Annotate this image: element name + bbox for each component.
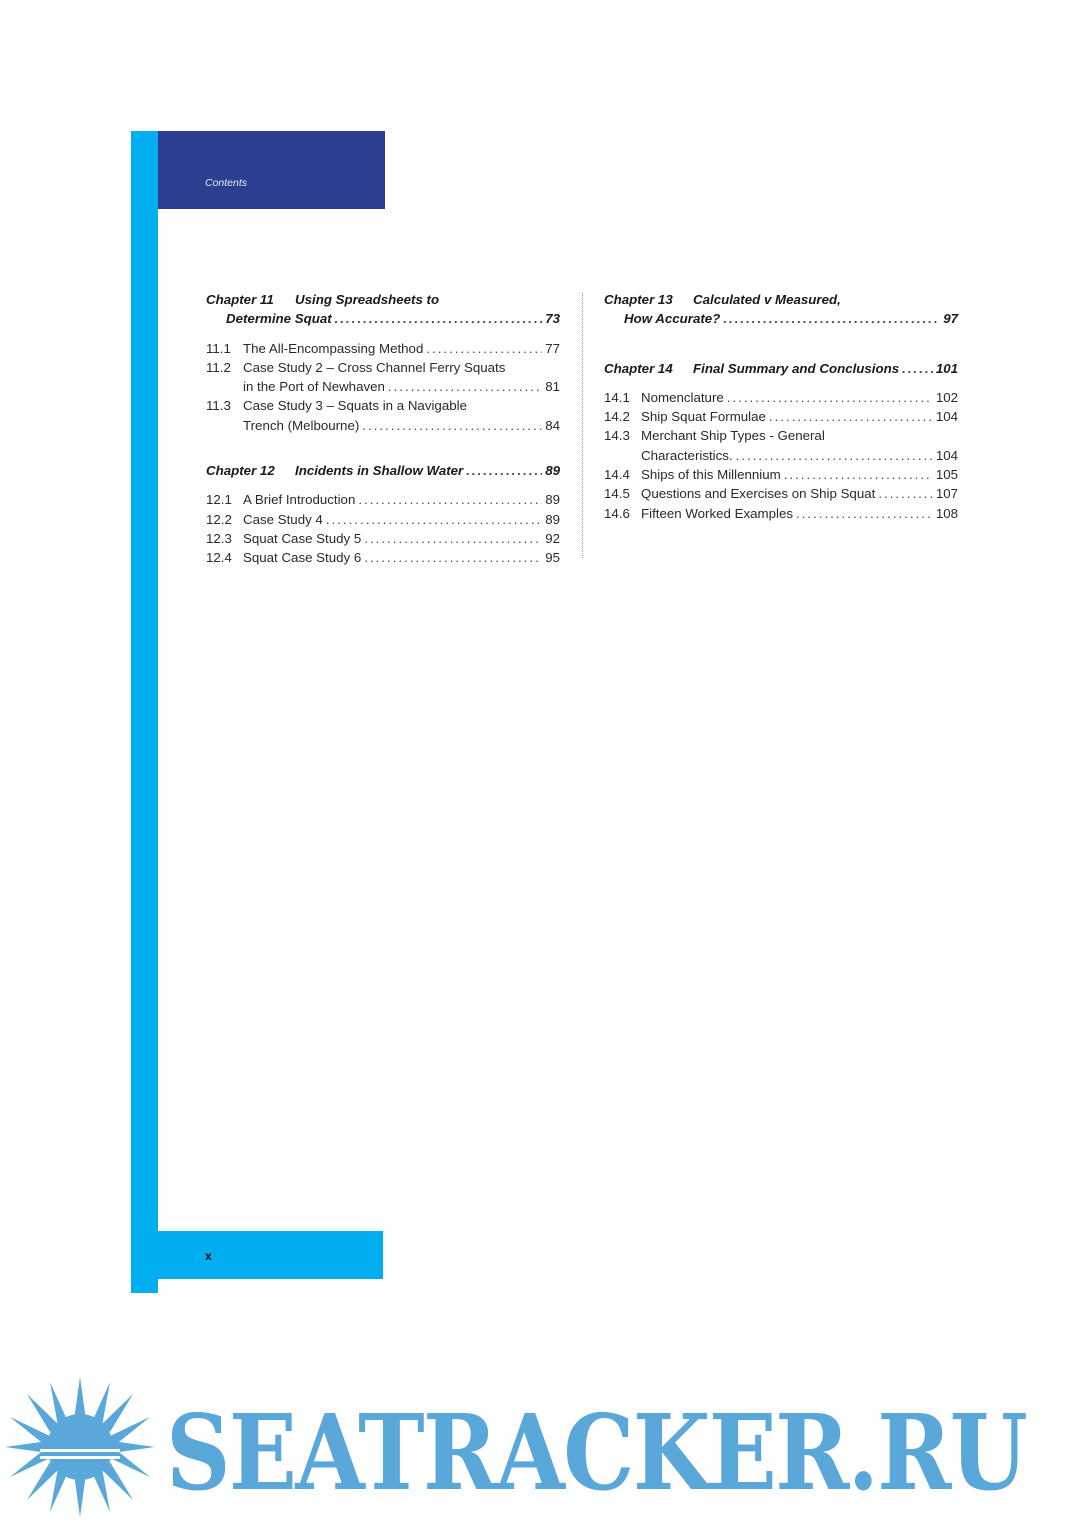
toc-right-column [604, 290, 958, 523]
dot-leader [362, 416, 542, 435]
chapter-12-sections [206, 490, 560, 567]
chapter-14-sections [604, 388, 958, 523]
side-accent-bar [131, 131, 158, 1293]
sun-logo-icon [0, 1372, 160, 1522]
page-number: 107 [935, 486, 958, 502]
dot-leader [335, 309, 543, 328]
section-title: The All-Encompassing Method [243, 340, 424, 356]
section-title: Merchant Ship Types - General [641, 428, 825, 444]
section-number: 14.3 [604, 428, 630, 444]
section-number: 14.2 [604, 409, 630, 425]
dot-leader [364, 548, 542, 567]
section-title: Fifteen Worked Examples [641, 505, 793, 521]
toc-entry-14-5[interactable] [604, 484, 958, 503]
section-title: Case Study 4 [243, 511, 323, 527]
toc-entry-11-2[interactable] [206, 358, 560, 397]
page-number: 84 [545, 417, 560, 433]
page-number: 89 [545, 463, 560, 479]
dot-leader [388, 377, 542, 396]
chapter-number: Chapter 12 [206, 463, 275, 479]
dot-leader [426, 339, 542, 358]
chapter-13-heading[interactable] [604, 290, 958, 329]
page-number-footer: x [205, 1249, 212, 1263]
chapter-number: Chapter 14 [604, 360, 673, 376]
section-title: Questions and Exercises on Ship Squat [641, 486, 876, 502]
toc-left-column [206, 290, 560, 568]
toc-entry-12-4[interactable] [206, 548, 560, 567]
page-number: 89 [545, 492, 560, 508]
section-number: 12.1 [206, 492, 232, 508]
chapter-14-heading[interactable] [604, 359, 958, 378]
running-header: Contents [205, 177, 248, 189]
section-title: A Brief Introduction [243, 492, 356, 508]
chapter-number: Chapter 11 [206, 292, 274, 307]
chapter-title: Using Spreadsheets to [295, 292, 440, 307]
toc-entry-14-1[interactable] [604, 388, 958, 407]
section-title-cont: in the Port of Newhaven [243, 379, 385, 395]
page-number: 104 [935, 409, 958, 425]
dot-leader [902, 359, 933, 378]
page-number: 102 [935, 389, 958, 405]
dot-leader [326, 510, 542, 529]
section-number: 14.1 [604, 389, 630, 405]
section-title: Squat Case Study 6 [243, 550, 362, 566]
section-title: Case Study 2 – Cross Channel Ferry Squats [243, 359, 506, 375]
page-number: 101 [935, 360, 958, 376]
dot-leader [358, 490, 542, 509]
dot-leader [784, 465, 933, 484]
section-title: Ship Squat Formulae [641, 409, 766, 425]
chapter-number: Chapter 13 [604, 292, 673, 307]
dot-leader [466, 461, 542, 480]
page-number: 77 [545, 340, 560, 356]
dot-leader [364, 529, 542, 548]
toc-entry-14-6[interactable] [604, 504, 958, 523]
chapter-11-heading[interactable] [206, 290, 560, 329]
chapter-title: Calculated v Measured, [693, 292, 841, 307]
footer-block [158, 1231, 383, 1279]
section-number: 12.3 [206, 530, 232, 546]
dot-leader [723, 309, 940, 328]
chapter-title-cont: Determine Squat [226, 311, 332, 327]
chapter-title: Incidents in Shallow Water [295, 463, 464, 479]
toc-entry-14-3[interactable] [604, 426, 958, 465]
section-title: Case Study 3 – Squats in a Navigable [243, 398, 467, 414]
dot-leader [727, 388, 933, 407]
page-number: 108 [935, 505, 958, 521]
page-number: 73 [545, 311, 560, 327]
section-number: 12.4 [206, 550, 232, 566]
toc-entry-12-3[interactable] [206, 529, 560, 548]
dot-leader [769, 407, 933, 426]
chapter-title: Final Summary and Conclusions [693, 360, 900, 376]
toc-entry-12-2[interactable] [206, 510, 560, 529]
page-number: 92 [545, 530, 560, 546]
section-number: 14.4 [604, 467, 630, 483]
section-title: Squat Case Study 5 [243, 530, 362, 546]
dot-leader [736, 446, 933, 465]
section-title-cont: Trench (Melbourne) [243, 417, 360, 433]
section-number: 11.2 [206, 359, 231, 375]
section-title: Nomenclature [641, 389, 724, 405]
page-number: 89 [545, 511, 560, 527]
section-number: 14.5 [604, 486, 630, 502]
dot-leader [796, 504, 933, 523]
chapter-title-cont: How Accurate? [624, 311, 721, 327]
watermark [0, 1362, 1080, 1527]
header-block [158, 131, 385, 209]
section-number: 11.3 [206, 398, 231, 414]
section-number: 12.2 [206, 511, 232, 527]
toc-entry-11-1[interactable] [206, 339, 560, 358]
page-number: 104 [935, 447, 958, 463]
toc-entry-12-1[interactable] [206, 490, 560, 509]
page-number: 81 [545, 379, 560, 395]
watermark-text: SEATRACKER.RU [166, 1391, 1027, 1514]
toc-entry-11-3[interactable] [206, 396, 560, 435]
chapter-11-sections [206, 339, 560, 435]
section-title: Ships of this Millennium [641, 467, 781, 483]
page-number: 97 [943, 311, 958, 327]
toc-entry-14-4[interactable] [604, 465, 958, 484]
dot-leader [878, 484, 933, 503]
toc-entry-14-2[interactable] [604, 407, 958, 426]
page-number: 95 [545, 550, 560, 566]
chapter-12-heading[interactable] [206, 461, 560, 480]
column-divider [582, 293, 583, 558]
section-title-cont: Characteristics. [641, 447, 733, 463]
section-number: 11.1 [206, 340, 231, 356]
section-number: 14.6 [604, 505, 630, 521]
page-number: 105 [935, 467, 958, 483]
